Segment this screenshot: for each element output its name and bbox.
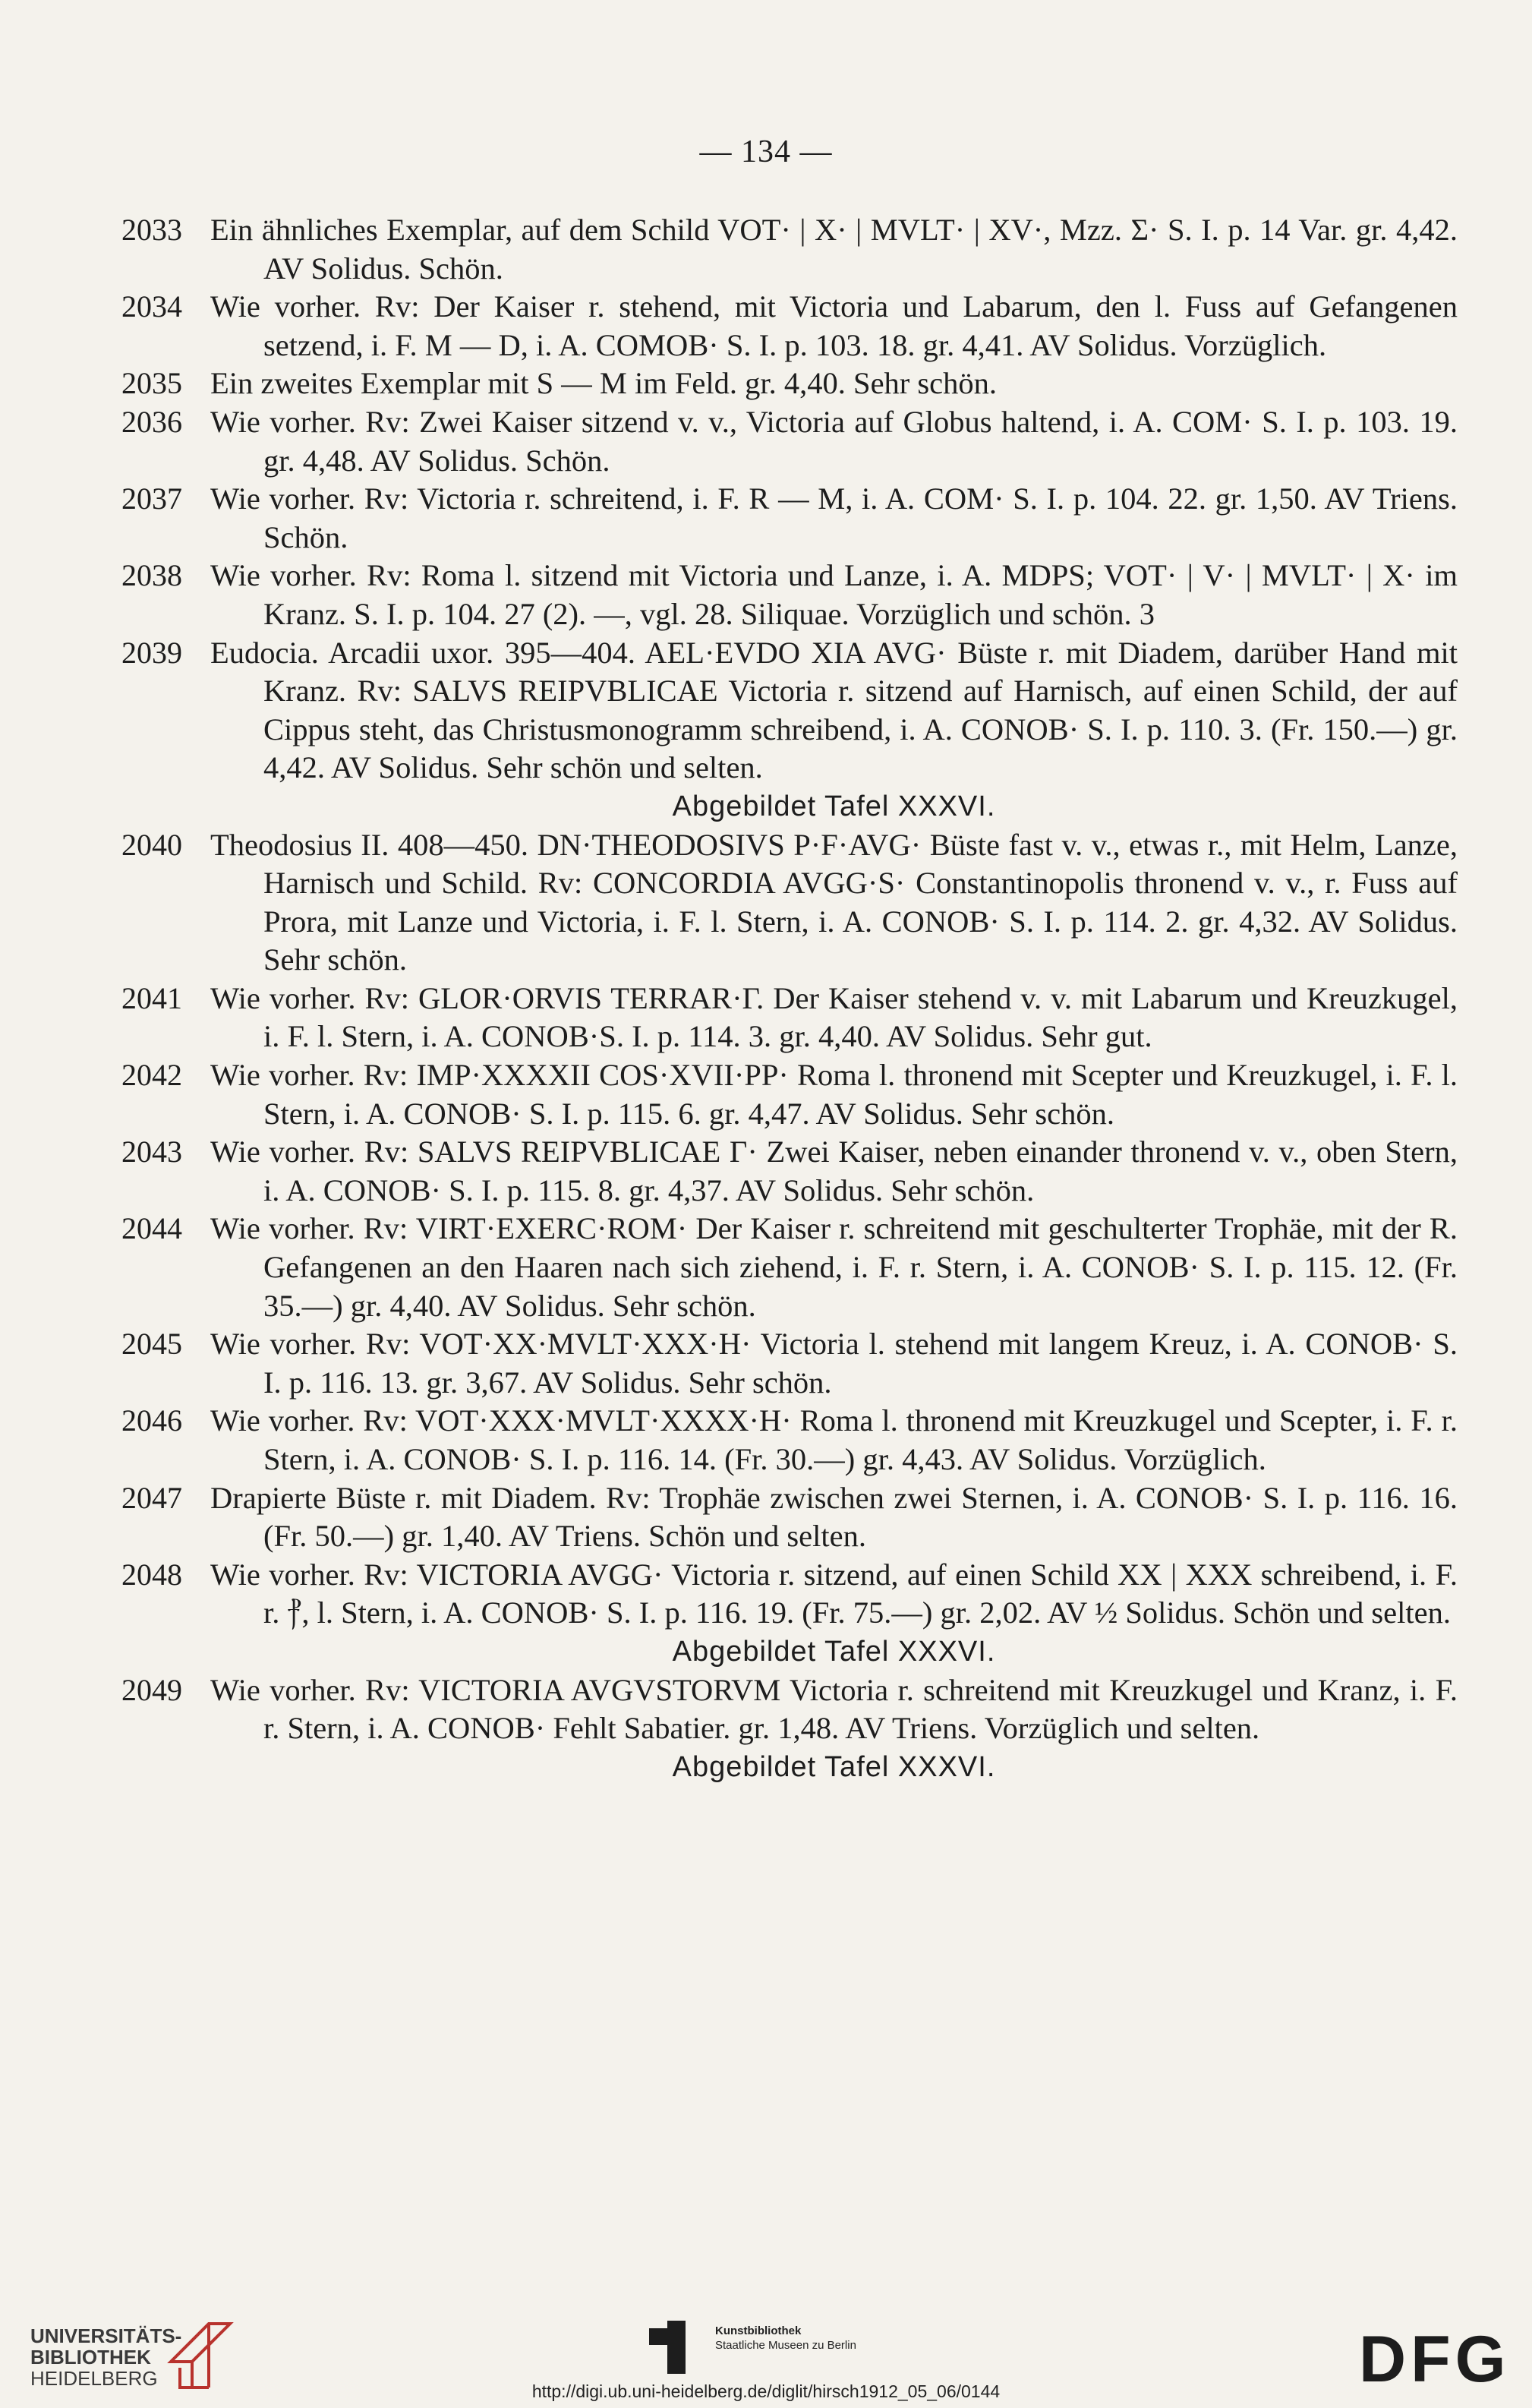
entry-2034 xyxy=(121,288,1458,365)
uni-line-3: HEIDELBERG xyxy=(30,2367,158,2390)
entry-number: 2041 xyxy=(121,980,182,1015)
page-number: — 134 — xyxy=(699,134,833,169)
entry-text: Wie vorher. Rv: VICTORIA AVGG· Victoria r. sitzend, auf einen Schild XX | XXX schreibend, i. F. r. ⳨, l. Stern, i. A. CONOB· S. I. p. 116. 19. (Fr. 75.—) gr. 2,02. AV ½ Solidus. Schön und selten. xyxy=(210,1557,1458,1630)
entry-number: 2044 xyxy=(121,1211,182,1246)
kb-line-2: Staatliche Museen zu Berlin xyxy=(715,2339,856,2352)
entry-2040 xyxy=(121,826,1458,980)
entry-2049 xyxy=(121,1671,1458,1748)
entry-number: 2049 xyxy=(121,1672,182,1707)
university-library-logo-text xyxy=(30,2325,181,2389)
plate-caption: Abgebildet Tafel XXXVI. xyxy=(672,1750,996,1783)
entry-number: 2047 xyxy=(121,1480,182,1515)
entry-number: 2039 xyxy=(121,635,182,670)
entry-text: Ein zweites Exemplar mit S — M im Feld. gr. 4,40. Sehr schön. xyxy=(210,366,998,401)
entry-2037 xyxy=(121,480,1458,557)
entry-2046 xyxy=(121,1402,1458,1479)
entry-text: Wie vorher. Rv: Der Kaiser r. stehend, mit Victoria und Labarum, den l. Fuss auf Gefangenen setzend, i. F. M — D, i. A. COMOB· S. I. p. 103. 18. gr. 4,41. AV Solidus. Vorzüglich. xyxy=(210,289,1458,362)
entry-text: Wie vorher. Rv: Roma l. sitzend mit Victoria und Lanze, i. A. MDPS; VOT· | V· | MVLT· | X· im Kranz. S. I. p. 104. 27 (2). —, vgl. 28. Siliquae. Vorzüglich und schön. 3 xyxy=(210,558,1458,631)
entry-text: Wie vorher. Rv: Zwei Kaiser sitzend v. v., Victoria auf Globus haltend, i. A. COM· S. I. p. 103. 19. gr. 4,48. AV Solidus. Schön. xyxy=(210,404,1458,478)
plate-caption: Abgebildet Tafel XXXVI. xyxy=(672,790,996,822)
entry-text: Wie vorher. Rv: Victoria r. schreitend, i. F. R — M, i. A. COM· S. I. p. 104. 22. gr. 1,50. AV Triens. Schön. xyxy=(210,481,1458,554)
entry-2035 xyxy=(121,365,1458,403)
entry-text: Wie vorher. Rv: VIRT·EXERC·ROM· Der Kaiser r. schreitend mit geschulterter Trophäe, mit der R. Gefangenen an den Haaren nach sich ziehend, i. F. r. Stern, i. A. CONOB· S. I. p. 115. 12. (Fr. 35.—) gr. 4,40. AV Solidus. Sehr schön. xyxy=(210,1211,1458,1323)
entry-number: 2042 xyxy=(121,1058,182,1093)
entry-text: Wie vorher. Rv: IMP·XXXXII COS·XVII·PP· Roma l. thronend mit Scepter und Kreuzkugel, i. F. l. Stern, i. A. CONOB· S. I. p. 115. 6. gr. 4,47. AV Solidus. Sehr schön. xyxy=(210,1058,1458,1131)
entry-text: Wie vorher. Rv: GLOR·ORVIS TERRAR·Γ. Der Kaiser stehend v. v. mit Labarum und Kreuzkugel, i. F. l. Stern, i. A. CONOB·S. I. p. 114. 3. gr. 4,40. AV Solidus. Sehr gut. xyxy=(210,980,1458,1054)
entry-2033 xyxy=(121,211,1458,288)
entry-2045 xyxy=(121,1325,1458,1402)
entry-2042 xyxy=(121,1056,1458,1133)
uni-line-1: UNIVERSITÄTS- xyxy=(30,2324,182,2347)
entry-text: Eudocia. Arcadii uxor. 395—404. AEL·EVDO XIA AVG· Büste r. mit Diadem, darüber Hand mit Kranz. Rv: SALVS REIPVBLICAE Victoria r. sitzend auf Harnisch, auf einen Schild, der auf Cippus steht, das Christusmonogramm schreibend, i. A. CONOB· S. I. p. 110. 3. (Fr. 150.—) gr. 4,42. AV Solidus. Sehr schön und selten. xyxy=(210,635,1458,785)
entry-text: Wie vorher. Rv: VOT·XXX·MVLT·XXXX·H· Roma l. thronend mit Kreuzkugel und Scepter, i. F. r. Stern, i. A. CONOB· S. I. p. 116. 14. (Fr. 30.—) gr. 4,43. AV Solidus. Vorzüglich. xyxy=(210,1403,1458,1476)
entry-2041 xyxy=(121,980,1458,1056)
entry-number: 2036 xyxy=(121,404,182,439)
entry-text: Wie vorher. Rv: VICTORIA AVGVSTORVM Victoria r. schreitend mit Kreuzkugel und Kranz, i. F. r. Stern, i. A. CONOB· Fehlt Sabatier. gr. 1,48. AV Triens. Vorzüglich und selten. xyxy=(210,1672,1458,1746)
entry-number: 2037 xyxy=(121,481,182,516)
entry-text: Ein ähnliches Exemplar, auf dem Schild VOT· | X· | MVLT· | XV·, Mzz. Σ· S. I. p. 14 Var. gr. 4,42. AV Solidus. Schön. xyxy=(210,213,1458,286)
plate-caption: Abgebildet Tafel XXXVI. xyxy=(672,1635,996,1668)
entry-2038 xyxy=(121,557,1458,633)
university-library-logo-icon xyxy=(163,2309,239,2392)
entry-text: Theodosius II. 408—450. DN·THEODOSIVS P·F·AVG· Büste fast v. v., etwas r., mit Helm, Lanze, Harnisch und Schild. Rv: CONCORDIA AVGG·S· Constantinopolis thronend v. v., r. Fuss auf Prora, mit Lanze und Victoria, i. F. l. Stern, i. A. CONOB· S. I. p. 114. 2. gr. 4,32. AV Solidus. Sehr schön. xyxy=(210,827,1458,977)
entry-text: Drapierte Büste r. mit Diadem. Rv: Trophäe zwischen zwei Sternen, i. A. CONOB· S. I. p. 116. 16. (Fr. 50.—) gr. 1,40. AV Triens. Schön und selten. xyxy=(210,1480,1458,1554)
entry-list xyxy=(121,211,1458,1786)
entry-number: 2043 xyxy=(121,1135,182,1169)
dfg-logo: DFG xyxy=(1359,2323,1511,2396)
entry-2044 xyxy=(121,1210,1458,1325)
kunstbibliothek-logo-text xyxy=(715,2324,856,2353)
entry-number: 2035 xyxy=(121,366,182,401)
entry-number: 2038 xyxy=(121,558,182,593)
entry-2043 xyxy=(121,1133,1458,1210)
source-url[interactable]: http://digi.ub.uni-heidelberg.de/diglit/hirsch1912_05_06/0144 xyxy=(531,2381,1001,2401)
entry-text: Wie vorher. Rv: VOT·XX·MVLT·XXX·H· Victoria l. stehend mit langem Kreuz, i. A. CONOB· S. I. p. 116. 13. gr. 3,67. AV Solidus. Sehr schön. xyxy=(210,1327,1458,1400)
entry-2036 xyxy=(121,403,1458,480)
entry-number: 2045 xyxy=(121,1327,182,1362)
entry-number: 2033 xyxy=(121,213,182,247)
entry-number: 2040 xyxy=(121,827,182,862)
entry-2048 xyxy=(121,1556,1458,1633)
entry-text: Wie vorher. Rv: SALVS REIPVBLICAE Γ· Zwei Kaiser, neben einander thronend v. v., oben Stern, i. A. CONOB· S. I. p. 115. 8. gr. 4,37. AV Solidus. Sehr schön. xyxy=(210,1135,1458,1207)
uni-line-2: BIBLIOTHEK xyxy=(30,2346,151,2369)
entry-number: 2046 xyxy=(121,1403,182,1438)
entry-2047 xyxy=(121,1479,1458,1556)
kb-line-1: Kunstbibliothek xyxy=(715,2324,802,2337)
entry-2039 xyxy=(121,634,1458,787)
kunstbibliothek-logo-icon xyxy=(649,2321,710,2374)
entry-number: 2048 xyxy=(121,1557,182,1592)
entry-number: 2034 xyxy=(121,289,182,324)
